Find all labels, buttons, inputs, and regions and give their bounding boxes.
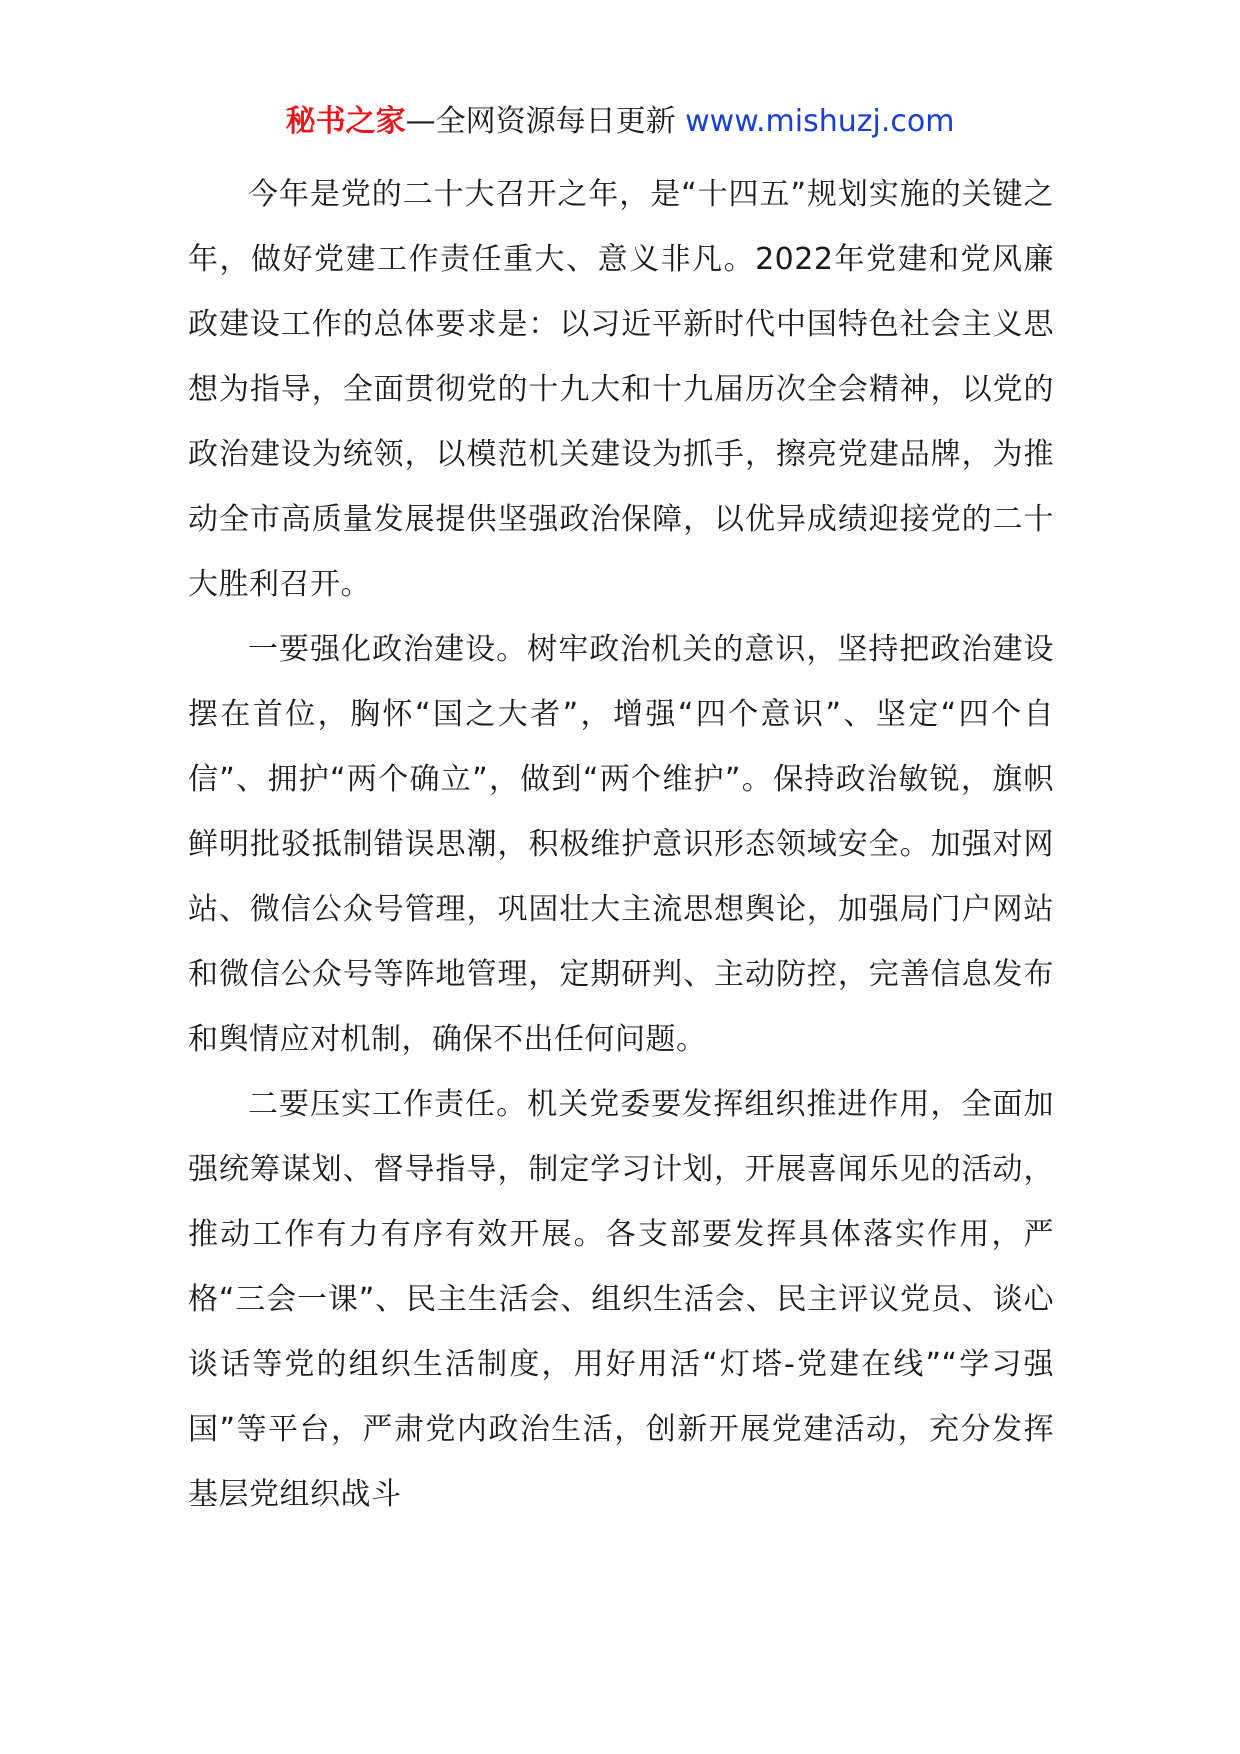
header-tagline: —全网资源每日更新 [405, 104, 686, 139]
paragraph-intro: 今年是党的二十大召开之年，是“十四五”规划实施的关键之年，做好党建工作责任重大、意义非凡。2022年党建和党风廉政建设工作的总体要求是：以习近平新时代中国特色社会主义思想为指导，全面贯彻党的十九大和十九届历次全会精神，以党的政治建设为统领，以模范机关建设为抓手，擦亮党建品牌，为推动全市高质量发展提供坚强政治保障，以优异成绩迎接党的二十大胜利召开。 [188, 177, 1054, 602]
paragraph-political-construction: 一要强化政治建设。树牢政治机关的意识，坚持把政治建设摆在首位，胸怀“国之大者”，增强“四个意识”、坚定“四个自信”、拥护“两个确立”，做到“两个维护”。保持政治敏锐，旗帜鲜明批驳抵制错误思潮，积极维护意识形态领域安全。加强对网站、微信公众号管理，巩固壮大主流思想舆论，加强局门户网站和微信公众号等阵地管理，定期研判、主动防控，完善信息发布和舆情应对机制，确保不出任何问题。 [188, 632, 1054, 1057]
paragraph-work-responsibility: 二要压实工作责任。机关党委要发挥组织推进作用，全面加强统筹谋划、督导指导，制定学习计划，开展喜闻乐见的活动，推动工作有力有序有效开展。各支部要发挥具体落实作用，严格“三会一课”、民主生活会、组织生活会、民主评议党员、谈心谈话等党的组织生活制度，用好用活“灯塔-党建在线”“学习强国”等平台，严肃党内政治生活，创新开展党建活动，充分发挥基层党组织战斗 [188, 1087, 1054, 1512]
brand-name: 秘书之家 [285, 104, 406, 139]
site-header [0, 100, 1240, 144]
document-body [188, 162, 1054, 1527]
site-url-link[interactable]: www.mishuzj.com [685, 104, 955, 139]
